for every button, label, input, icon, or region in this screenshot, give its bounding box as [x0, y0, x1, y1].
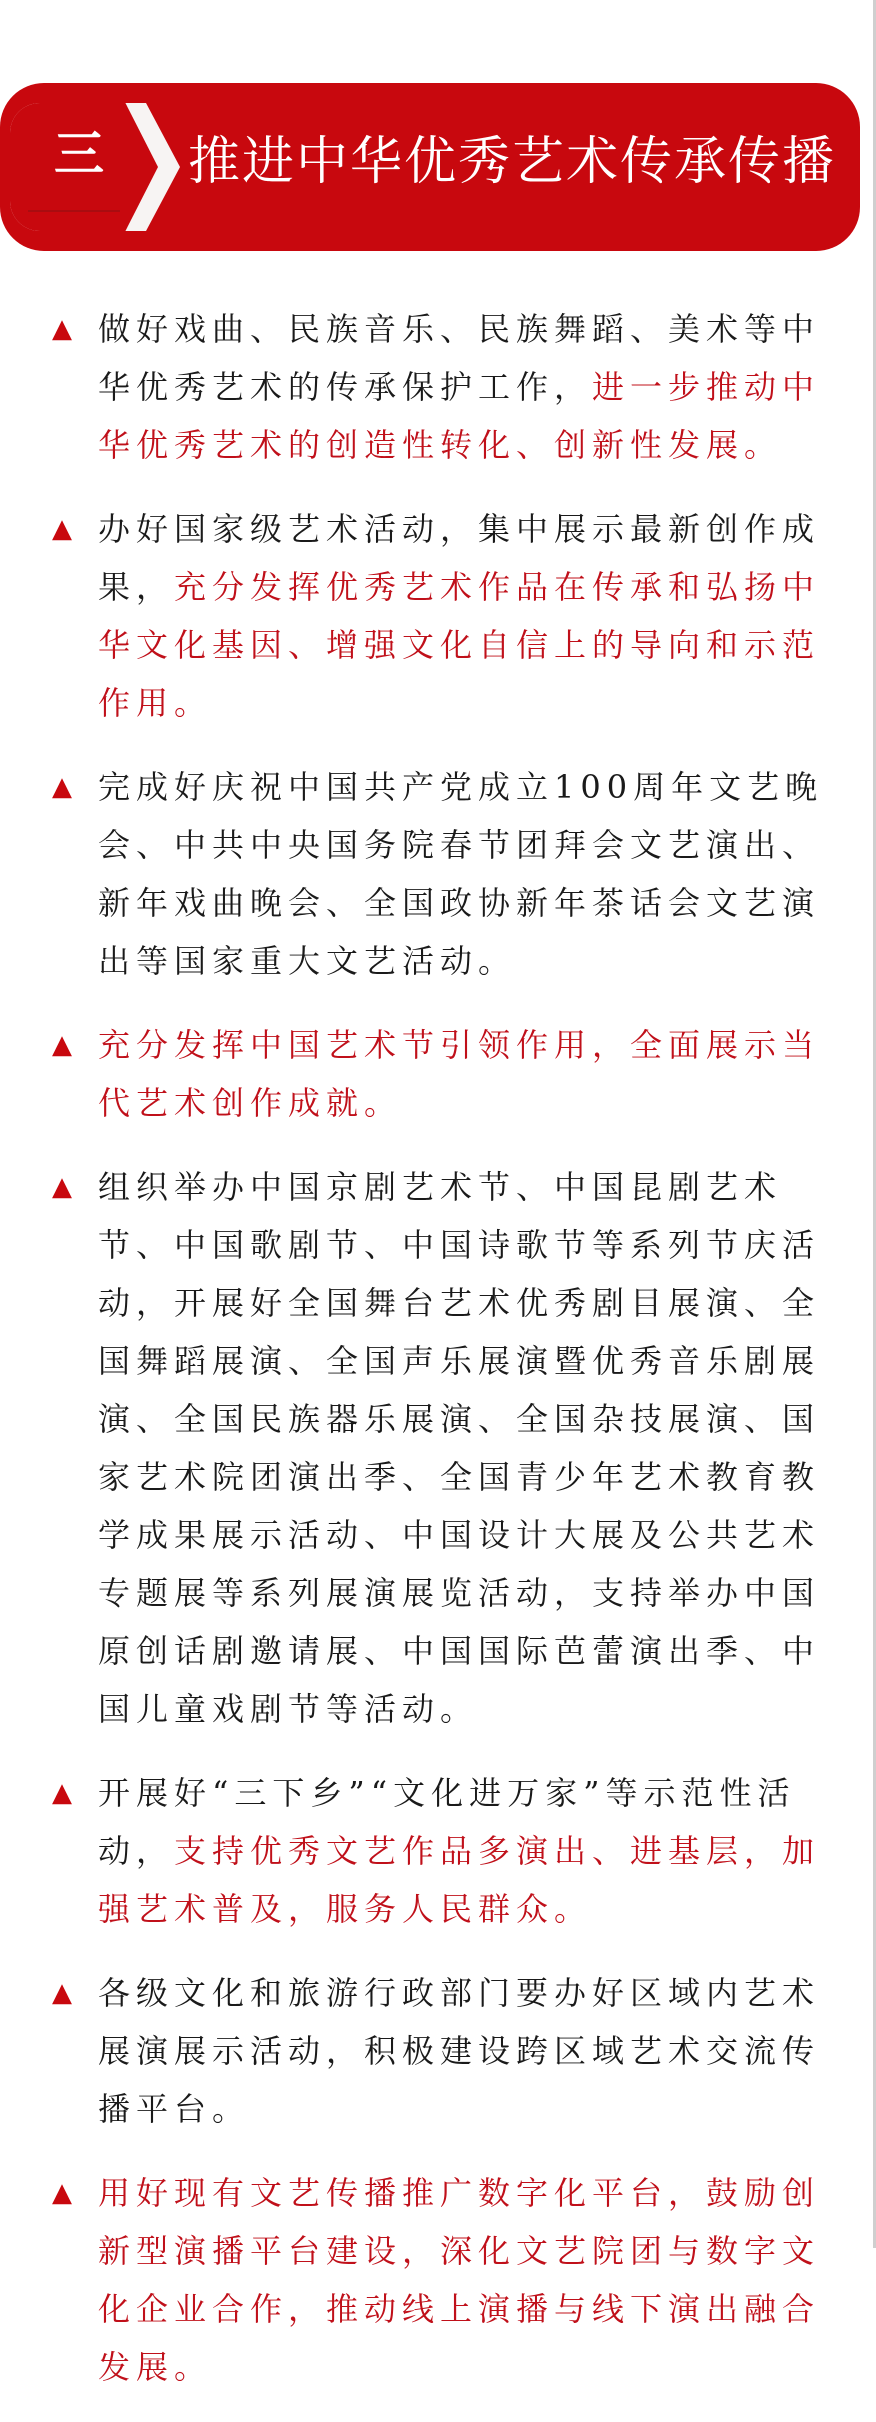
- item-highlight: 进一步推动中华优秀艺术的创造性转化、创新性发展。: [98, 368, 821, 464]
- list-item: [52, 1964, 838, 2138]
- triangle-bullet-icon: ▲: [52, 514, 78, 544]
- item-highlight: 充分发挥中国艺术节引领作用，全面展示当代艺术创作成就。: [98, 1026, 821, 1122]
- list-item: [52, 500, 838, 732]
- list-item: [52, 758, 838, 990]
- item-text: 办好国家级艺术活动，集中展示最新创作成果，: [98, 510, 821, 606]
- item-highlight: 支持优秀文艺作品多演出、进基层，加强艺术普及，服务人民群众。: [98, 1832, 821, 1928]
- triangle-bullet-icon: ▲: [52, 2178, 78, 2208]
- triangle-bullet-icon: ▲: [52, 1978, 78, 2008]
- section-number: 三: [54, 124, 104, 183]
- list-item: [52, 1764, 838, 1938]
- item-text: 组织举办中国京剧艺术节、中国昆剧艺术节、中国歌剧节、中国诗歌节等系列节庆活动，开展好全国舞台艺术优秀剧目展演、全国舞蹈展演、全国声乐展演暨优秀音乐剧展演、全国民族器乐展演、全国杂技展演、国家艺术院团演出季、全国青少年艺术教育教学成果展示活动、中国设计大展及公共艺术专题展等系列展演展览活动，支持举办中国原创话剧邀请展、中国国际芭蕾演出季、中国儿童戏剧节等活动。: [98, 1168, 821, 1728]
- item-text: 做好戏曲、民族音乐、民族舞蹈、美术等中华优秀艺术的传承保护工作，: [98, 310, 821, 406]
- triangle-bullet-icon: ▲: [52, 1030, 78, 1060]
- triangle-bullet-icon: ▲: [52, 314, 78, 344]
- badge-underline: [28, 210, 120, 212]
- triangle-bullet-icon: ▲: [52, 1172, 78, 1202]
- list-item: [52, 300, 838, 474]
- item-text: 开展好“三下乡”“文化进万家”等示范性活动，: [98, 1774, 796, 1870]
- triangle-bullet-icon: ▲: [52, 772, 78, 802]
- list-item: [52, 1016, 838, 1132]
- item-highlight: 充分发挥优秀艺术作品在传承和弘扬中华文化基因、增强文化自信上的导向和示范作用。: [98, 568, 821, 722]
- item-text: 完成好庆祝中国共产党成立100周年文艺晚会、中共中央国务院春节团拜会文艺演出、新年戏曲晚会、全国政协新年茶话会文艺演出等国家重大文艺活动。: [98, 768, 824, 980]
- item-highlight: 用好现有文艺传播推广数字化平台，鼓励创新型演播平台建设，深化文艺院团与数字文化企业合作，推动线上演播与线下演出融合发展。: [98, 2174, 821, 2386]
- item-list: [0, 300, 876, 2422]
- list-item: [52, 1158, 838, 1738]
- item-text: 各级文化和旅游行政部门要办好区域内艺术展演展示活动，积极建设跨区域艺术交流传播平台。: [98, 1974, 821, 2128]
- section-title: 推进中华优秀艺术传承传播: [188, 132, 837, 192]
- triangle-bullet-icon: ▲: [52, 1778, 78, 1808]
- list-item: [52, 2164, 838, 2396]
